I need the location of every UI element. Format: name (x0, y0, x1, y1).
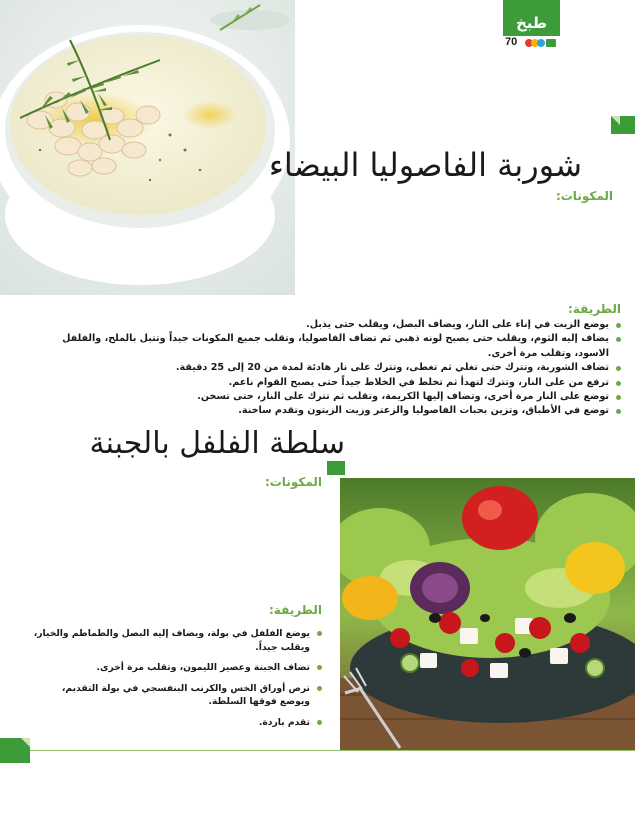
bullet-icon (317, 686, 322, 691)
recipe-title: سلطة الفلفل بالجبنة (89, 426, 345, 461)
soup-photo (0, 0, 295, 295)
page-number: 70 (505, 36, 518, 48)
bullet-icon (616, 323, 621, 328)
decorative-triangle (611, 116, 620, 125)
decorative-square (327, 461, 345, 475)
method-step: ترص أوراق الخس والكرنب البنفسجي في بولة التقديم، ويوضع فوقها السلطة. (32, 682, 322, 709)
method-step: تضاف الجبنة وعصير الليمون، وتقلب مرة أخرى. (32, 661, 322, 675)
bullet-icon (317, 665, 322, 670)
bullet-icon (616, 337, 621, 342)
method-step: يوضع الفلفل في بولة، ويضاف إليه البصل والطماطم والخيار، ويقلب جيداً. (32, 627, 322, 654)
bullet-icon (616, 366, 621, 371)
method-step: يوضع الزيت في إناء على النار، ويضاف البصل، ويقلب حتى يذبل. (46, 318, 621, 332)
method-heading: الطريقة: (269, 603, 322, 617)
method-step: تضاف الشوربة، وتترك حتى تغلي ثم تغطى، وتترك على نار هادئة لمدة من 20 إلى 25 دقيقة. (46, 361, 621, 375)
method-step: توضع في الأطباق، وتزين بحبات الفاصوليا والزعتر وزيت الزيتون وتقدم ساخنة. (46, 404, 621, 418)
method-step: ترفع من على النار، وتترك لتهدأ ثم تخلط في الخلاط جيداً حتى يصبح القوام ناعم. (46, 376, 621, 390)
bullet-icon (616, 409, 621, 414)
bullet-icon (317, 720, 322, 725)
bullet-icon (616, 381, 621, 386)
salad-photo (340, 478, 635, 750)
decorative-triangle (21, 738, 30, 747)
ingredients-heading: المكونات: (555, 189, 613, 203)
bullet-icon (616, 395, 621, 400)
method-step: توضع على النار مرة أخرى، وتضاف إليها الكريمة، وتقلب ثم تترك على النار، حتى تسخن. (46, 390, 621, 404)
brand-logo-icon (523, 37, 557, 49)
method-heading: الطريقة: (568, 302, 621, 316)
method-step: تقدم باردة. (32, 716, 322, 730)
method-list (32, 627, 322, 736)
bullet-icon (317, 631, 322, 636)
footer-divider (30, 750, 635, 751)
section-label: طبخ (515, 14, 548, 32)
recipe-title: شوربة الفاصوليا البيضاء (268, 146, 582, 184)
method-step: يضاف إليه الثوم، ويقلب حتى يصبح لونه ذهبي ثم تضاف الفاصوليا، وتقلب جميع المكونات جيداً وتتبل بالملح، والفلفل الاسود، وتقلب مرة أخرى. (46, 332, 621, 361)
ingredients-heading: المكونات: (264, 475, 322, 489)
method-list (46, 318, 621, 419)
